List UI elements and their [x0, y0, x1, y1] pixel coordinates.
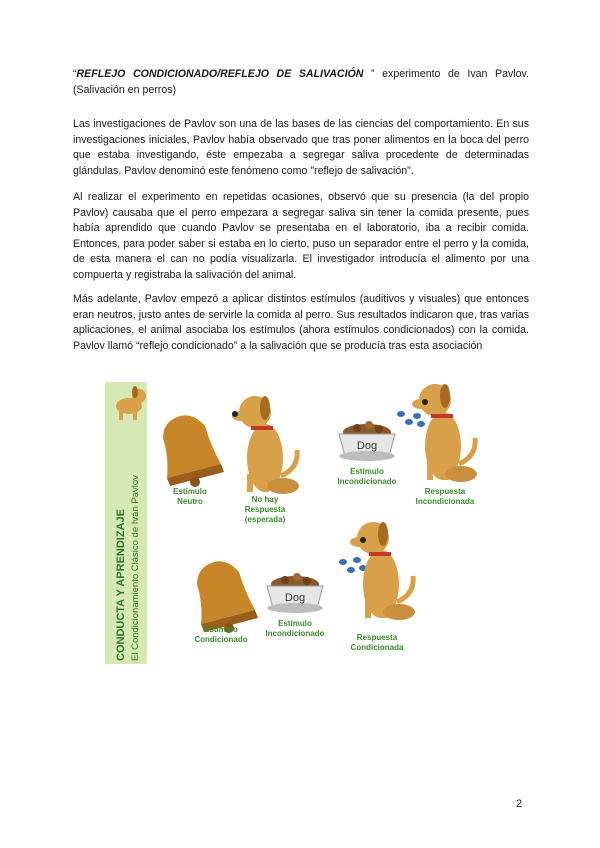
- dog-icon: [350, 522, 415, 620]
- saliva-icon: [339, 557, 367, 573]
- label-cresp-1: Respuesta: [356, 633, 398, 642]
- label-uncond-2: Incondicionado: [337, 477, 397, 486]
- label-uresp-2: Incondicionada: [415, 497, 475, 506]
- dog-icon: [412, 384, 477, 482]
- pavlov-diagram: [105, 378, 497, 668]
- label-uncond-1: Estímulo: [350, 467, 384, 476]
- label-noresp-3: (esperada): [244, 515, 286, 524]
- label-cresp-2: Condicionada: [350, 643, 404, 652]
- paragraph-3: Más adelante, Pavlov empezó a aplicar distintos estímulos (auditivos y visuales) que entonces eran neutros, justo antes de servirle la comida al perro. Sus resultados indicaron que, tras varias aplicaciones, el animal asociaba los estímulos (ahora estímulos condicionados) con la comida. Pavlov llamó “reflejo condicionado” a la salivación que se producía tras esta asociación: [73, 293, 529, 352]
- open-quote: “: [73, 68, 77, 80]
- paragraph-2: Al realizar el experimento en repetidas ocasiones, observó que su presencia (la del propio Pavlov) causaba que el perro empezara a segregar saliva sin tener la comida presente, pues había aprendido que cuando Pavlov se presentaba en el laboratorio, iba a recibir comida. Entonces, para poder saber si estaba en lo cierto, puso un separador entre el perro y la comida, de esta manera el can no podía visualizarla. El investigador introducía el alimento por una compuerta y registraba la salivación del animal.: [73, 191, 529, 281]
- experiment-title: REFLEJO CONDICIONADO/REFLEJO DE SALIVACIÓN: [76, 68, 364, 80]
- label-noresp-2: Respuesta: [244, 505, 286, 514]
- label-uresp-1: Respuesta: [424, 487, 466, 496]
- label-cond-2: Condicionado: [194, 635, 248, 644]
- bell-icon: [197, 561, 258, 633]
- label-cond-1: Estímulo: [204, 625, 238, 634]
- bowl-logo: Dog: [356, 440, 378, 452]
- label-noresp-1: No hay: [251, 495, 279, 504]
- label-neutral-2: Neutro: [177, 497, 203, 506]
- bell-icon: [163, 415, 224, 487]
- label-uncond2-2: Incondicionado: [265, 629, 325, 638]
- paragraph-1: Las investigaciones de Pavlov son una de las bases de las ciencias del comportamiento. En sus investigaciones iniciales, Pavlov había observado que tras poner alimentos en la boca del perro que estaba investigando, éste empezaba a segregar saliva procedente de determinadas glándulas. Pavlov denominó este fenómeno como "reflejo de salivación".: [73, 118, 529, 177]
- saliva-icon: [397, 411, 425, 427]
- pavlov-illustration: [105, 378, 497, 668]
- page-number: 2: [516, 798, 523, 810]
- intro-paragraph: [73, 67, 529, 98]
- intro-rest: ” experimento de Ivan Pavlov. (Salivación en perros): [73, 68, 529, 96]
- label-uncond2-1: Estímulo: [278, 619, 312, 628]
- dog-icon: [232, 396, 299, 494]
- side-title: CONDUCTA Y APRENDIZAJE: [115, 509, 127, 661]
- bowl-logo: Dog: [284, 592, 306, 604]
- side-subtitle: El Condicionamiento Clásico de Iván Pavlov: [130, 475, 141, 661]
- label-neutral-1: Estímulo: [173, 487, 207, 496]
